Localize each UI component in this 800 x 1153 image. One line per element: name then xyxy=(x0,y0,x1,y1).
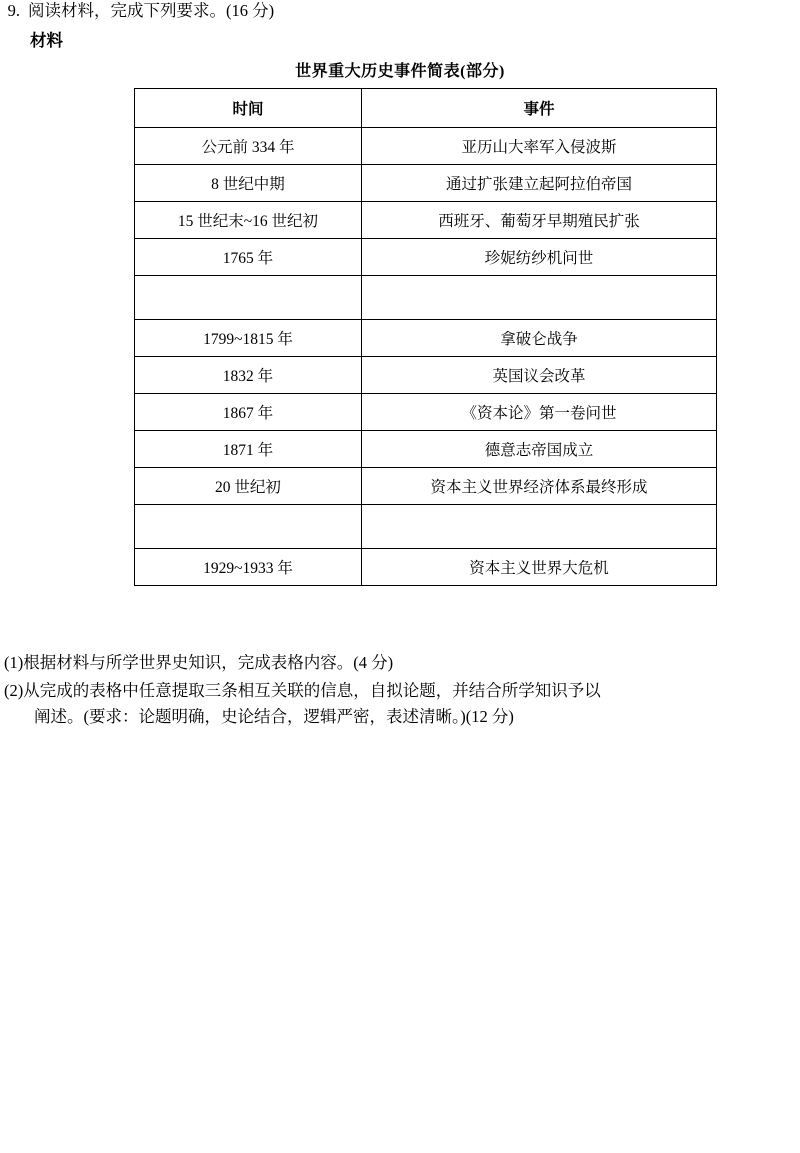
question-number: 9. xyxy=(7,1,20,20)
cell-time-blank xyxy=(135,505,362,549)
cell-event: 通过扩张建立起阿拉伯帝国 xyxy=(362,165,717,202)
table-caption: 世界重大历史事件简表(部分) xyxy=(295,63,505,80)
table-row xyxy=(135,202,717,239)
table-row xyxy=(135,165,717,202)
cell-event: 珍妮纺纱机问世 xyxy=(362,239,717,276)
table-header-time: 时间 xyxy=(135,89,362,128)
cell-time: 1765 年 xyxy=(135,239,362,276)
cell-time: 1929~1933 年 xyxy=(135,549,362,586)
history-table xyxy=(134,88,717,586)
cell-event: 《资本论》第一卷问世 xyxy=(362,394,717,431)
sub-question-2 xyxy=(4,678,800,730)
table-row xyxy=(135,320,717,357)
cell-time: 1832 年 xyxy=(135,357,362,394)
table-row-blank xyxy=(135,276,717,320)
table-row xyxy=(135,239,717,276)
sub-question-1: (1)根据材料与所学世界史知识，完成表格内容。(4 分) xyxy=(4,653,394,672)
sub-question-2-line1: (2)从完成的表格中任意提取三条相互关联的信息，自拟论题，并结合所学知识予以 xyxy=(4,681,601,700)
history-table-wrap xyxy=(134,88,708,586)
cell-event: 资本主义世界经济体系最终形成 xyxy=(362,468,717,505)
cell-time: 8 世纪中期 xyxy=(135,165,362,202)
material-label: 材料 xyxy=(30,31,63,50)
cell-time-blank xyxy=(135,276,362,320)
table-row xyxy=(135,128,717,165)
question-heading xyxy=(0,0,760,22)
cell-event: 亚历山大率军入侵波斯 xyxy=(362,128,717,165)
cell-time: 1799~1815 年 xyxy=(135,320,362,357)
table-header-event: 事件 xyxy=(362,89,717,128)
question-stem: 阅读材料，完成下列要求。(16 分) xyxy=(28,1,275,20)
cell-event: 西班牙、葡萄牙早期殖民扩张 xyxy=(362,202,717,239)
table-row xyxy=(135,357,717,394)
cell-time: 15 世纪末~16 世纪初 xyxy=(135,202,362,239)
table-row xyxy=(135,468,717,505)
cell-time: 1871 年 xyxy=(135,431,362,468)
cell-event: 拿破仑战争 xyxy=(362,320,717,357)
cell-event: 英国议会改革 xyxy=(362,357,717,394)
cell-event: 资本主义世界大危机 xyxy=(362,549,717,586)
cell-event-blank xyxy=(362,505,717,549)
sub-question-2-line2: 阐述。(要求：论题明确，史论结合，逻辑严密，表述清晰。)(12 分) xyxy=(34,707,514,726)
cell-time: 1867 年 xyxy=(135,394,362,431)
table-row-blank xyxy=(135,505,717,549)
table-header-row xyxy=(135,89,717,128)
cell-time: 20 世纪初 xyxy=(135,468,362,505)
table-row xyxy=(135,549,717,586)
cell-event: 德意志帝国成立 xyxy=(362,431,717,468)
cell-time: 公元前 334 年 xyxy=(135,128,362,165)
table-row xyxy=(135,431,717,468)
table-row xyxy=(135,394,717,431)
cell-event-blank xyxy=(362,276,717,320)
